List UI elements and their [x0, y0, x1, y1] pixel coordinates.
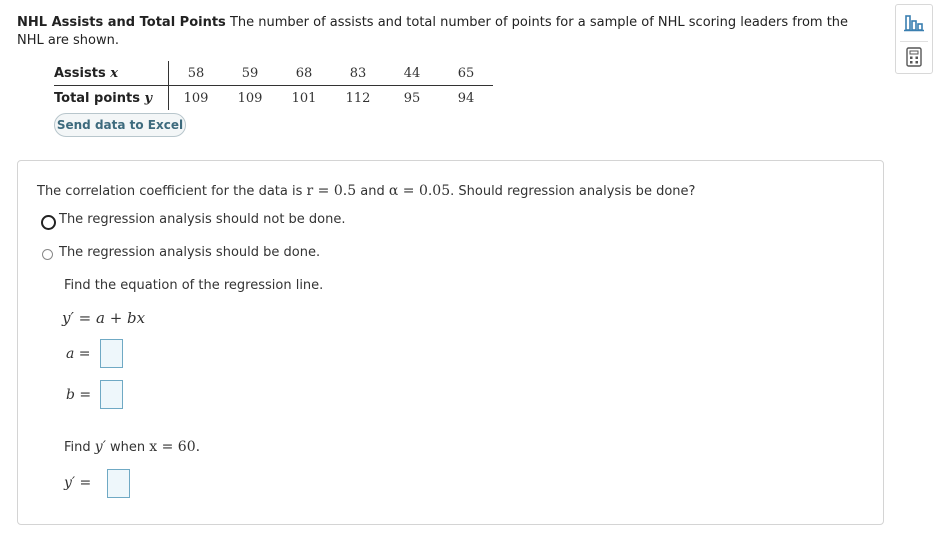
find-equation-text: Find the equation of the regression line. [64, 278, 324, 293]
table-cell: 109 [183, 90, 209, 106]
data-table [54, 61, 493, 110]
regression-equation: y′ = a + bx [62, 309, 146, 327]
side-toolbar [895, 4, 933, 74]
calculator-icon[interactable] [900, 43, 928, 71]
problem-header [17, 14, 872, 50]
row-header: Assists x [54, 61, 169, 86]
question-panel [17, 160, 884, 525]
b-label: b = [66, 387, 92, 403]
table-cell: 58 [169, 61, 224, 86]
table-cell: 59 [223, 61, 277, 86]
toolbar-divider [900, 41, 928, 42]
option-done-radio[interactable] [42, 249, 53, 260]
table-cell: 109 [237, 90, 263, 106]
table-cell: 44 [385, 61, 439, 86]
table-row [54, 86, 493, 111]
problem-title: NHL Assists and Total Points [17, 15, 226, 30]
send-to-excel-button[interactable]: Send data to Excel [54, 113, 186, 137]
table-cell: 101 [291, 90, 317, 106]
b-input[interactable] [100, 380, 123, 409]
row-header: Total points y [54, 86, 169, 111]
yprime-input[interactable] [107, 469, 130, 498]
correlation-prompt: The correlation coefficient for the data is r = 0.5 and α = 0.05. Should regression analysis be done? [37, 183, 696, 199]
a-input[interactable] [100, 339, 123, 368]
option-not-done-radio[interactable] [41, 215, 56, 230]
table-cell: 112 [345, 90, 371, 106]
table-cell: 94 [457, 90, 475, 106]
table-cell: 95 [403, 90, 421, 106]
table-row [54, 61, 493, 86]
problem-description: The number of assists and total number of points for a sample of NHL scoring leaders from the NHL are shown. [17, 15, 849, 48]
option-done-label[interactable]: The regression analysis should be done. [59, 245, 321, 260]
table-cell: 83 [331, 61, 385, 86]
a-label: a = [66, 346, 91, 362]
yprime-label: y′ = [64, 475, 92, 491]
find-y-prompt: Find y′ when x = 60. [64, 439, 201, 455]
option-not-done-label[interactable]: The regression analysis should not be done. [59, 212, 346, 227]
bar-chart-icon[interactable] [900, 8, 928, 36]
table-cell: 65 [439, 61, 493, 86]
table-cell: 68 [277, 61, 331, 86]
